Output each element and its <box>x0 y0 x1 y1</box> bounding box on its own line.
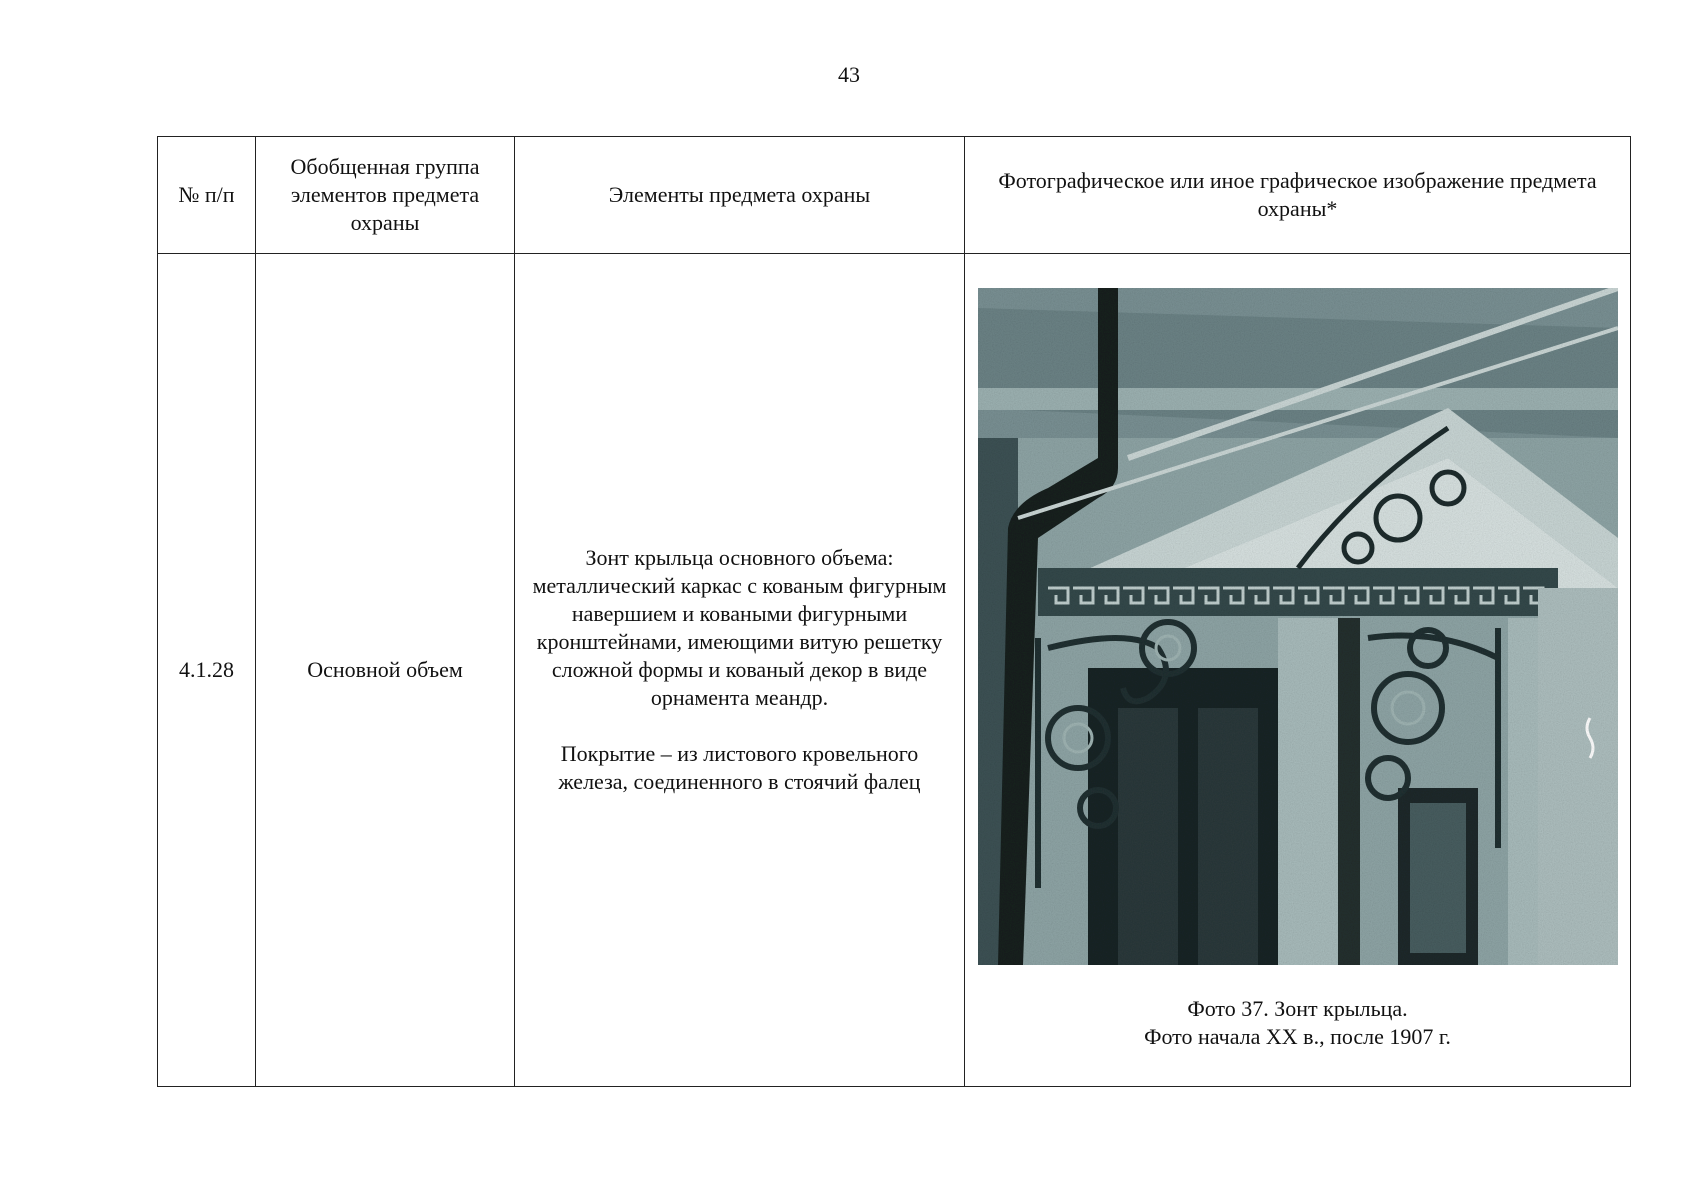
photo-caption-line-2: Фото начала XX в., после 1907 г. <box>1144 1024 1451 1049</box>
header-elements: Элементы предмета охраны <box>515 137 965 254</box>
porch-canopy-photo <box>978 288 1618 965</box>
row-group: Основной объем <box>256 254 515 1087</box>
row-photo <box>965 254 1631 1087</box>
table-row <box>158 254 1631 1087</box>
row-elements <box>515 254 965 1087</box>
header-photo: Фотографическое или иное графическое изображение предмета охраны* <box>965 137 1631 254</box>
page-number: 43 <box>838 62 860 87</box>
photo-caption-line-1: Фото 37. Зонт крыльца. <box>1187 996 1408 1021</box>
photo-caption <box>965 995 1630 1051</box>
elements-paragraph-roof: Покрытие – из листового кровельного железа, соединенного в стоячий фалец <box>558 741 921 794</box>
header-number: № п/п <box>158 137 256 254</box>
header-group: Обобщенная группа элементов предмета охраны <box>256 137 515 254</box>
protection-table <box>157 136 1631 1087</box>
table-header-row <box>158 137 1631 254</box>
elements-paragraph-frame: Зонт крыльца основного объема: металлический каркас с кованым фигурным навершием и коваными фигурными кронштейнами, имеющими витую решетку сложной формы и кованый декор в виде орнамента меандр. <box>532 545 947 710</box>
row-number: 4.1.28 <box>158 254 256 1087</box>
